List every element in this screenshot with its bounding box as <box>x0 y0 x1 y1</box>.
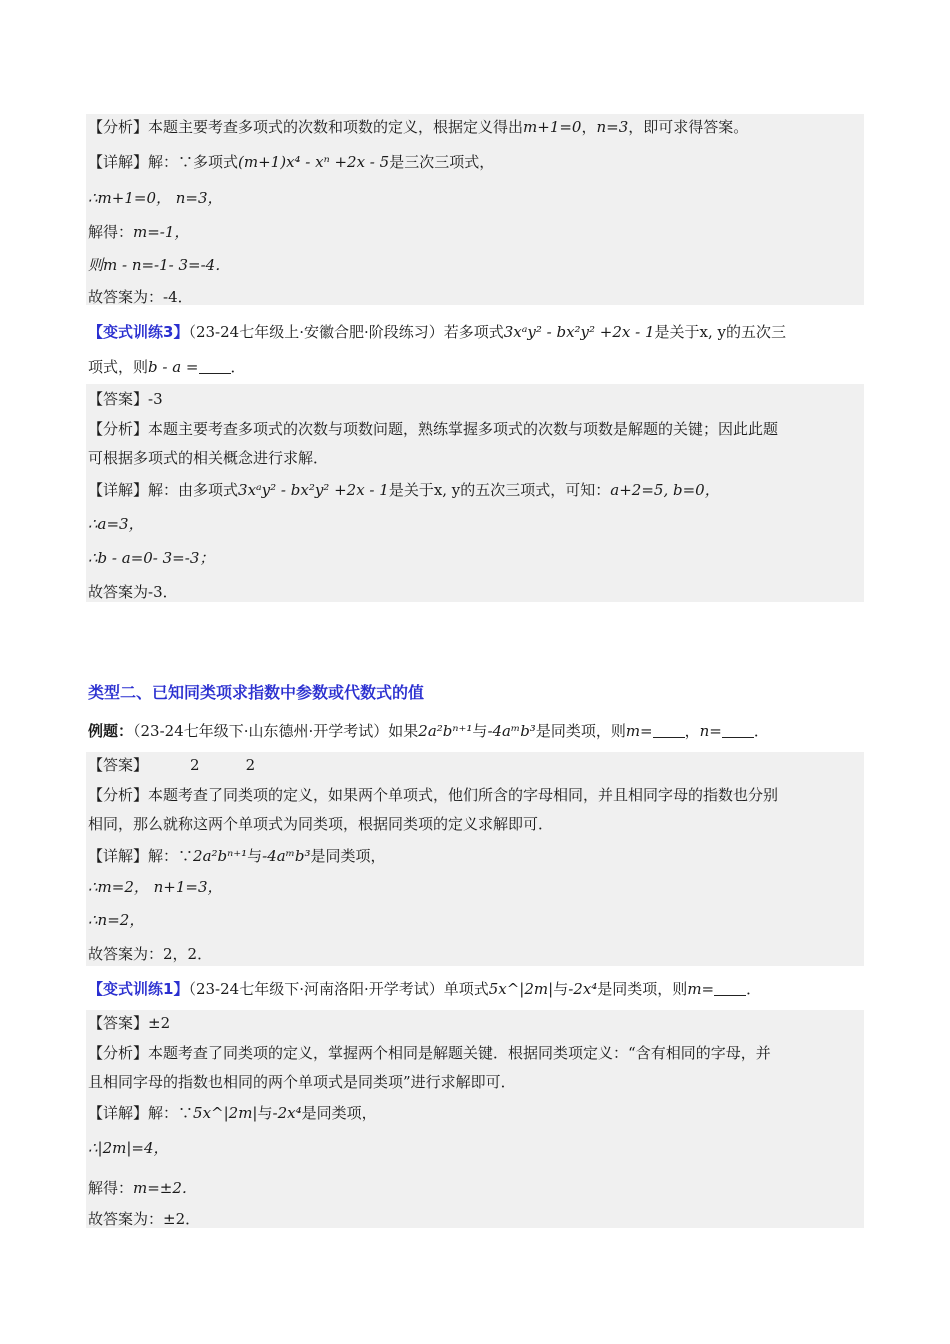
variant3-line2-end: ． <box>230 358 246 376</box>
variant3-source: （23-24七年级上·安徽合肥·阶段练习）若多项式 <box>188 323 504 341</box>
variant3-line2-pre: 项式，则 <box>88 358 149 376</box>
answer-blank-n <box>722 723 754 738</box>
solve-label: 解得： <box>88 1179 134 1197</box>
analysis-label: 【分析】 <box>88 420 149 438</box>
variant3-post: 是关于x, y的五次三 <box>654 323 786 341</box>
step-line: ∴a=3， <box>88 515 144 533</box>
analysis-label: 【分析】 <box>88 786 149 804</box>
answer-blank <box>714 981 746 996</box>
variant3-eq: b - a = <box>148 358 199 376</box>
variant1-analysis-line2: 且相同字母的指数也相同的两个单项式是同类项”进行求解即可． <box>88 1073 516 1091</box>
detail-term2: -4aᵐb³ <box>262 847 311 865</box>
solve-eq: m=±2． <box>133 1179 197 1197</box>
detail-term1: 5x^|2m| <box>193 1104 258 1122</box>
answer-label: 【答案】 <box>88 390 149 408</box>
variant1-post: 是同类项，则 <box>597 980 688 998</box>
detail-term2: -2x⁴ <box>272 1104 302 1122</box>
detail-pre: 解：∵ <box>148 1104 194 1122</box>
variant1-answer-line <box>88 1013 170 1033</box>
analysis-label: 【分析】 <box>88 1044 149 1062</box>
n-eq: n= <box>699 722 722 740</box>
answer-value-1: 2 <box>190 756 200 774</box>
analysis-text: 本题主要考查多项式的次数和项数的定义，根据定义得出 <box>148 118 524 136</box>
detail-post: 是三次三项式， <box>389 153 495 171</box>
step-line: ∴n=2， <box>88 911 145 929</box>
detail-label: 【详解】 <box>88 481 149 499</box>
variant1-mid: 与 <box>553 980 569 998</box>
final-label: 故答案为 <box>88 583 149 601</box>
analysis-end: ，即可求得答案。 <box>628 118 749 136</box>
solve-eq: m=-1， <box>133 223 190 241</box>
analysis-text: 本题考查了同类项的定义，掌握两个相同是解题关键．根据同类项定义：“含有相同的字母，并 <box>148 1044 771 1062</box>
variant3-analysis-line2: 可根据多项式的相关概念进行求解． <box>88 449 329 467</box>
detail-label: 【详解】 <box>88 1104 149 1122</box>
final-answer-line: 故答案为：2，2． <box>88 945 213 963</box>
detail-term1: 2a²bⁿ⁺¹ <box>193 847 248 865</box>
answer-value: ±2 <box>148 1014 171 1032</box>
example-question <box>88 721 769 741</box>
detail-polynomial: (m+1)x⁴ - xⁿ +2x - 5 <box>238 153 390 171</box>
variant1-detail-line <box>88 1103 377 1123</box>
variant1-label: 【变式训练1】 <box>88 980 189 998</box>
analysis-text: 本题主要考查多项式的次数与项数问题，熟练掌握多项式的次数与项数是解题的关键；因此此题 <box>148 420 779 438</box>
solve-line <box>88 222 189 242</box>
answer-blank <box>199 359 231 374</box>
detail-label: 【详解】 <box>88 847 149 865</box>
example-end: ． <box>753 722 769 740</box>
step-line: ∴m+1=0， n=3， <box>88 189 223 207</box>
analysis-text: 本题考查了同类项的定义，如果两个单项式，他们所含的字母相同，并且相同字母的指数也分别 <box>148 786 779 804</box>
detail-polynomial: 3xᵃy² - bx²y² +2x - 1 <box>238 481 389 499</box>
solve-line <box>88 1178 197 1198</box>
example-analysis-line <box>88 785 778 805</box>
analysis-eq2: n=3 <box>596 118 629 136</box>
example-detail-line <box>88 846 386 866</box>
step-line: ∴m=2， n+1=3， <box>88 878 223 896</box>
variant1-analysis-line <box>88 1043 771 1063</box>
answer-value-2: 2 <box>245 756 256 774</box>
detail-eq: a+2=5, b=0， <box>610 481 720 499</box>
example-term2: -4aᵐb³ <box>487 722 536 740</box>
final-answer-line <box>88 1209 200 1229</box>
detail-post: 是同类项， <box>301 1104 377 1122</box>
step-line: ∴b - a=0- 3=-3； <box>88 549 215 567</box>
result-line: 则m - n=-1- 3=-4． <box>88 256 231 274</box>
m-eq: m= <box>625 722 653 740</box>
analysis-line <box>88 117 748 137</box>
detail-mid: 是关于x, y的五次三项式，可知： <box>388 481 611 499</box>
m-eq: m= <box>687 980 715 998</box>
answer-label: 【答案】 <box>88 1014 149 1032</box>
variant3-polynomial: 3xᵃy² - bx²y² +2x - 1 <box>503 323 655 341</box>
detail-pre: 解：∵多项式 <box>148 153 239 171</box>
example-analysis-line2: 相同，那么就称这两个单项式为同类项，根据同类项的定义求解即可． <box>88 815 554 833</box>
detail-label: 【详解】 <box>88 153 149 171</box>
variant1-term2: -2x⁴ <box>568 980 598 998</box>
variant3-answer-line <box>88 389 163 409</box>
detail-pre: 解：∵ <box>148 847 194 865</box>
final-value: ±2． <box>163 1210 201 1228</box>
step-line: ∴|2m|=4， <box>88 1139 169 1157</box>
final-label: 故答案为： <box>88 288 164 306</box>
variant1-end: ． <box>746 980 762 998</box>
answer-label: 【答案】 <box>88 756 149 774</box>
detail-mid: 与 <box>247 847 263 865</box>
detail-post: 是同类项， <box>310 847 386 865</box>
final-value: -4． <box>163 288 193 306</box>
example-term1: 2a²bⁿ⁺¹ <box>418 722 473 740</box>
variant3-analysis-line <box>88 419 778 439</box>
detail-pre: 解：由多项式 <box>148 481 239 499</box>
comma: ， <box>684 722 700 740</box>
final-label: 故答案为： <box>88 1210 164 1228</box>
section-title: 类型二、已知同类项求指数中参数或代数式的值 <box>88 683 425 702</box>
final-answer-line <box>88 287 193 307</box>
solution-block-1 <box>86 114 864 305</box>
variant3-label: 【变式训练3】 <box>88 323 189 341</box>
example-post: 是同类项，则 <box>535 722 626 740</box>
example-source: （23-24七年级下·山东德州·开学考试）如果 <box>133 722 419 740</box>
variant1-question <box>88 979 761 999</box>
final-value: -3． <box>148 583 178 601</box>
answer-blank-m <box>653 723 685 738</box>
final-answer-line <box>88 582 178 602</box>
example-answer-line <box>88 755 255 775</box>
variant3-detail-line <box>88 480 720 500</box>
example-mid: 与 <box>472 722 488 740</box>
variant1-term1: 5x^|2m| <box>488 980 554 998</box>
variant3-question <box>88 322 786 342</box>
analysis-eq1: m+1=0 <box>523 118 582 136</box>
solve-label: 解得： <box>88 223 134 241</box>
separator: ， <box>581 118 597 136</box>
variant3-question-line2 <box>88 357 246 377</box>
example-label: 例题： <box>88 722 134 740</box>
answer-value: -3 <box>148 390 163 408</box>
analysis-label: 【分析】 <box>88 118 149 136</box>
variant1-source: （23-24七年级下·河南洛阳·开学考试）单项式 <box>188 980 489 998</box>
detail-mid: 与 <box>257 1104 273 1122</box>
detail-line <box>88 152 494 172</box>
